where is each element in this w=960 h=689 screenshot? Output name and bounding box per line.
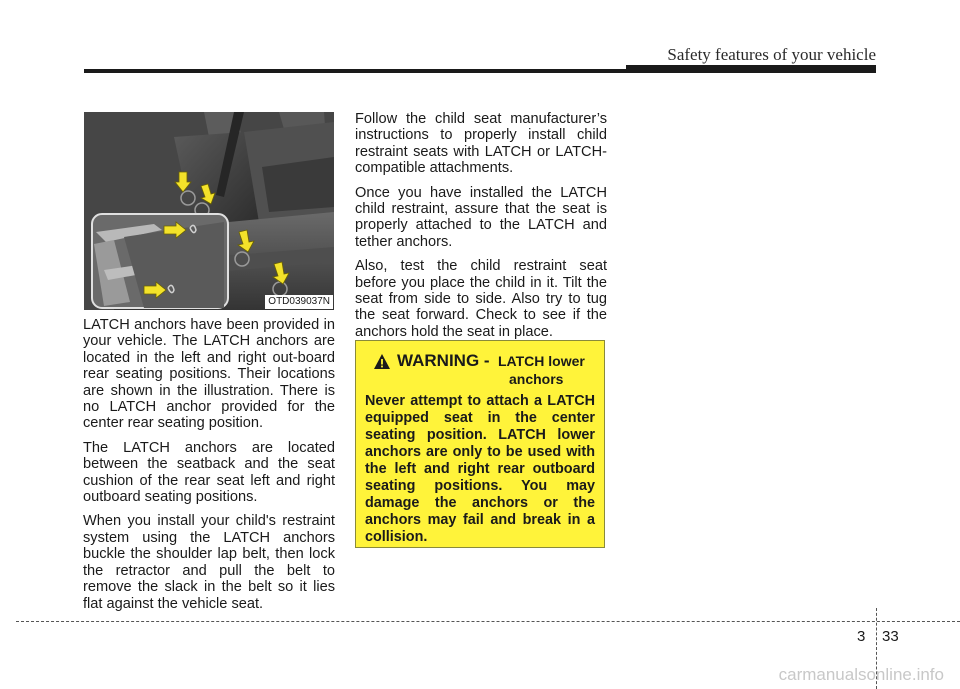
warning-subtitle-cont: anchors bbox=[509, 371, 564, 387]
page-number: 33 bbox=[882, 628, 899, 645]
footer-rule bbox=[16, 621, 960, 622]
figure-code: OTD039037N bbox=[265, 295, 333, 309]
warning-subtitle: LATCH lower bbox=[498, 353, 585, 369]
rear-seat-illustration bbox=[84, 112, 334, 310]
paragraph: LATCH anchors have been provided in your vehicle. The LATCH anchors are located in the left and right out-board rear seating positions. Their locations are shown in the illustration. There is no LATCH anchor provided for the center rear seating position. bbox=[83, 317, 335, 432]
latch-anchor-figure bbox=[84, 112, 334, 310]
warning-box bbox=[355, 340, 605, 548]
watermark: carmanualsonline.info bbox=[778, 665, 944, 684]
paragraph: Once you have installed the LATCH child restraint, assure that the seat is properly attached to the LATCH and tether anchors. bbox=[355, 184, 607, 250]
paragraph: Follow the child seat manufacturer’s instructions to properly install child restraint seats with LATCH or LATCH-compatible attachments. bbox=[355, 111, 607, 177]
warning-triangle-icon bbox=[373, 353, 391, 370]
warning-title: WARNING - bbox=[397, 351, 490, 370]
paragraph: Also, test the child restraint seat before you place the child in it. Tilt the seat from side to side. Also try to tug the seat forward. Check to see if the anchors hold the seat in place. bbox=[355, 258, 607, 340]
paragraph: The LATCH anchors are located between the seatback and the seat cushion of the rear seat left and right outboard seating positions. bbox=[83, 439, 335, 506]
chapter-number: 3 bbox=[857, 628, 866, 645]
left-column bbox=[83, 317, 335, 620]
warning-text: Never attempt to attach a LATCH equipped seat in the center seating position. LATCH lower anchors are only to be used with the left and right rear outboard seating positions. You may damage the anchors or the anchors may fail and break in a collision. bbox=[365, 393, 595, 545]
warning-header bbox=[373, 351, 595, 387]
section-title: Safety features of your vehicle bbox=[667, 45, 876, 64]
right-column bbox=[355, 111, 607, 348]
paragraph: When you install your child's restraint system using the LATCH anchors buckle the shoulder lap belt, then lock the retractor and pull the belt to remove the slack in the belt so it lies flat against the vehicle seat. bbox=[83, 513, 335, 612]
header-rule bbox=[84, 69, 876, 73]
